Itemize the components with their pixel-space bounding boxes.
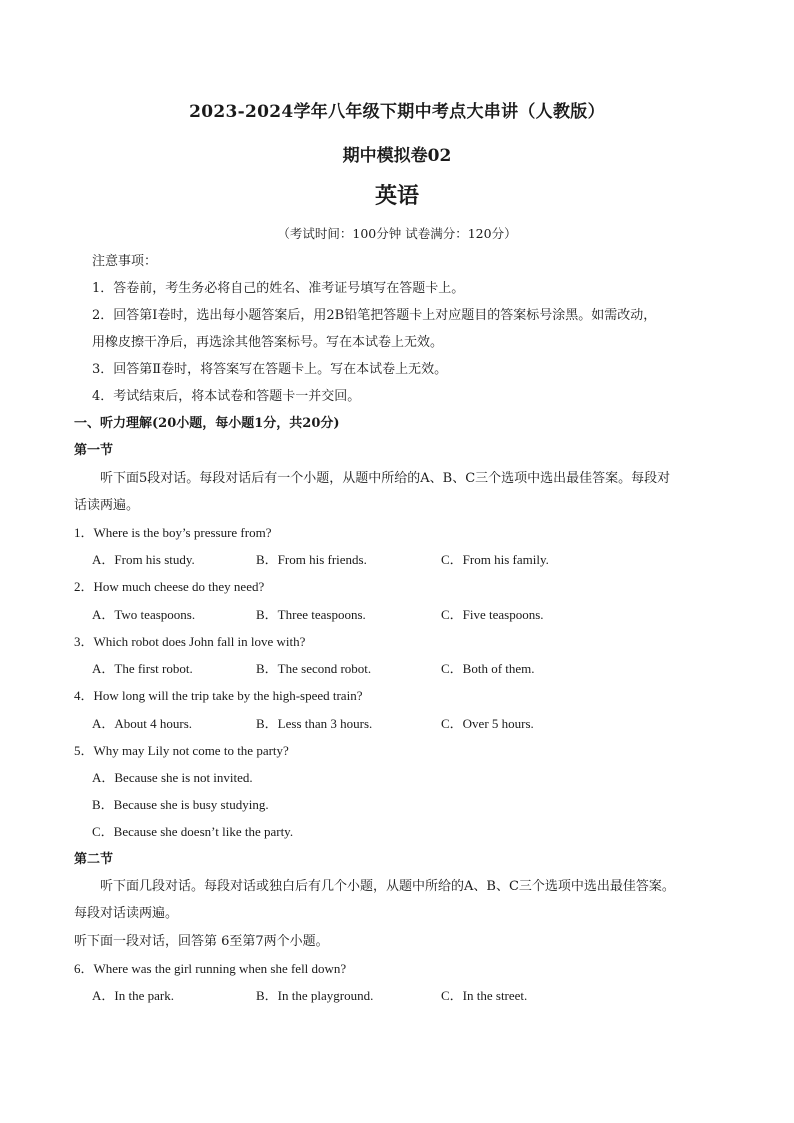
note-item: 4．考试结束后，将本试卷和答题卡一并交回。 [92, 389, 361, 404]
section-heading: 一、听力理解(20小题，每小题1分，共20分) [74, 416, 340, 431]
part-label: 第一节 [74, 443, 114, 458]
option-c: C．Both of them. [441, 661, 535, 676]
note-item: 3．回答第Ⅱ卷时，将答案写在答题卡上。写在本试卷上无效。 [92, 362, 448, 377]
option-a: A．About 4 hours. [92, 716, 193, 731]
exam-info: （考试时间：100分钟 试卷满分：120分） [277, 226, 517, 241]
option-b: B．In the playground. [256, 988, 374, 1003]
question-text: 6．Where was the girl running when she fell down? [74, 961, 347, 976]
option-c: C．In the street. [441, 988, 528, 1003]
question-text: 3．Which robot does John fall in love with? [74, 634, 306, 649]
dialog-note: 听下面一段对话，回答第 6至第7两个小题。 [74, 934, 329, 949]
option-b: B．From his friends. [256, 552, 367, 567]
option-b: B．Because she is busy studying. [92, 797, 269, 812]
option-c: C．Over 5 hours. [441, 716, 534, 731]
question-text: 1．Where is the boy’s pressure from? [74, 525, 272, 540]
note-item: 1．答卷前，考生务必将自己的姓名、准考证号填写在答题卡上。 [92, 281, 465, 296]
option-a: A．Because she is not invited. [92, 770, 253, 785]
option-c: C．Because she doesn’t like the party. [92, 824, 294, 839]
question-text: 4．How long will the trip take by the high-speed train? [74, 688, 363, 703]
part-label: 第二节 [74, 852, 114, 867]
part-instruction: 听下面几段对话。每段对话或独白后有几个小题，从题中所给的A、B、C三个选项中选出最佳答案。 [100, 879, 675, 894]
note-item: 2．回答第Ⅰ卷时，选出每小题答案后，用2B铅笔把答题卡上对应题目的答案标号涂黑。如需改动， [92, 308, 657, 323]
exam-subtitle: 期中模拟卷02 [342, 146, 452, 166]
option-b: B．Three teaspoons. [256, 607, 366, 622]
part-instruction: 每段对话读两遍。 [74, 906, 179, 921]
option-a: A．Two teaspoons. [92, 607, 196, 622]
option-a: A．In the park. [92, 988, 174, 1003]
part-instruction: 听下面5段对话。每段对话后有一个小题，从题中所给的A、B、C三个选项中选出最佳答案。每段对 [100, 471, 671, 486]
note-item: 用橡皮擦干净后，再选涂其他答案标号。写在本试卷上无效。 [92, 335, 444, 350]
option-c: C．From his family. [441, 552, 549, 567]
question-text: 5．Why may Lily not come to the party? [74, 743, 289, 758]
option-a: A．The first robot. [92, 661, 193, 676]
option-b: B．Less than 3 hours. [256, 716, 373, 731]
question-text: 2．How much cheese do they need? [74, 579, 265, 594]
option-c: C．Five teaspoons. [441, 607, 544, 622]
option-a: A．From his study. [92, 552, 195, 567]
notes-heading: 注意事项： [92, 254, 158, 269]
subject-title: 英语 [374, 183, 419, 209]
option-b: B．The second robot. [256, 661, 372, 676]
part-instruction: 话读两遍。 [74, 498, 140, 513]
exam-title: 2023-2024学年八年级下期中考点大串讲（人教版） [189, 102, 605, 122]
